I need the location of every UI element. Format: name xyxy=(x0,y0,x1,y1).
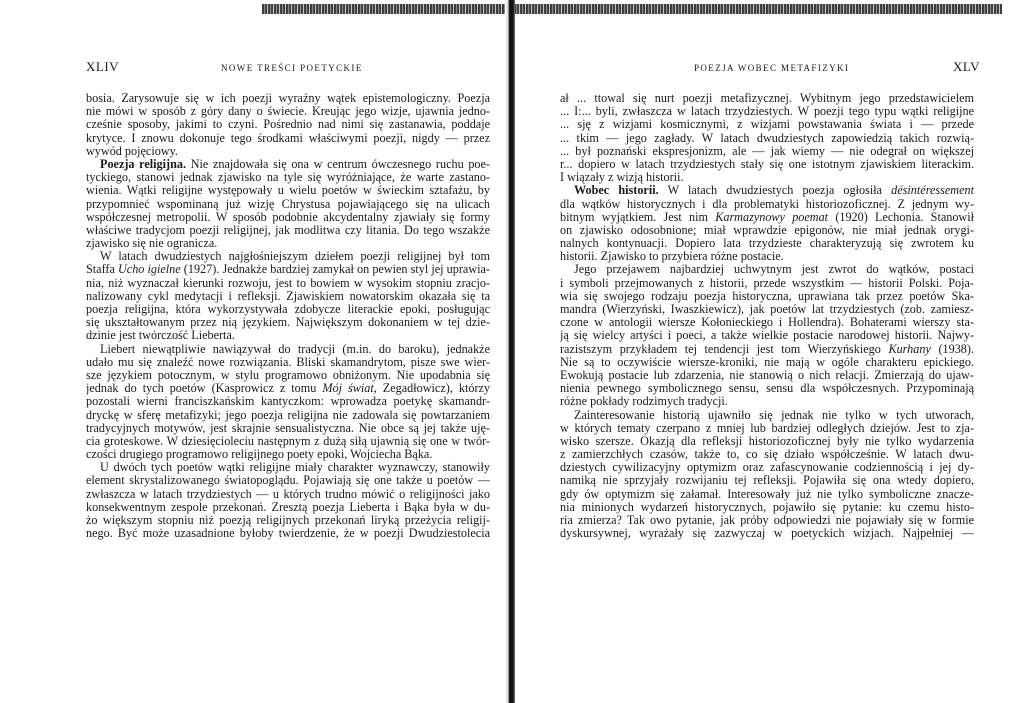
text-line xyxy=(560,501,974,514)
text-line xyxy=(560,171,974,184)
text-run: krytyce. I znowu dokonuje tego środkami właściwymi poezji, nigdy — przez xyxy=(86,131,490,145)
text-line xyxy=(86,316,490,329)
text-run: dyskursywnej, wyrażały się zazwyczaj w poetyckich wizjach. Najpełniej — xyxy=(560,527,974,541)
text-line xyxy=(86,224,490,237)
text-run: zjawisko się nie ogranicza. xyxy=(86,237,218,251)
text-run: dla wątków historycznych i dla problematyki historiozoficznej. Z jednym wy- xyxy=(560,197,974,211)
text-line xyxy=(560,92,974,105)
text-run: ria zmierza? Tak owo pytanie, jak próby odpowiedzi nie pojawiały się w formie xyxy=(560,514,974,527)
text-run: Staffa xyxy=(86,263,118,277)
text-line xyxy=(560,514,974,527)
page-number: XLV xyxy=(952,59,980,74)
text-line xyxy=(560,474,974,487)
text-run: Liebert niewątpliwie nawiązywał do tradycji (m.in. do baroku), jednakże xyxy=(100,342,490,356)
text-line xyxy=(560,290,974,303)
text-run: U dwóch tych poetów wątki religijne miały charakter wyznawczy, stanowiły xyxy=(100,461,490,475)
text-line xyxy=(560,105,974,118)
text-line xyxy=(560,145,974,158)
text-run: cia groteskowe. W dziesięcioleciu następnym z dużą siłą ujawnią się one w twór- xyxy=(86,434,490,448)
text-run: bosia. Zarysowuje się w ich poezji wyraźny wątek epistemologiczny. Poezja xyxy=(86,92,490,105)
text-line xyxy=(86,132,490,145)
text-line xyxy=(86,501,490,514)
text-run: bitnym wyjątkiem. Jest nim xyxy=(560,210,716,224)
text-line xyxy=(86,514,490,527)
text-line xyxy=(560,448,974,461)
text-line xyxy=(86,395,490,408)
text-line xyxy=(86,448,490,461)
text-line xyxy=(560,224,974,237)
text-run: żo większym stopniu niż poezją religijnych przekonań liryką przeżycia religij- xyxy=(86,514,490,527)
text-run: czości drugiego programowo religijnego poety epoki, Wojciecha Bąka. xyxy=(86,448,433,462)
text-run: właściwe tradycjom poezji religijnej, jak modlitwa czy litania. Do tego wszakże xyxy=(86,223,490,237)
right-page-header xyxy=(566,59,980,79)
text-run: poezja religijna, która wykorzystywała zdobycze literackie epoki, posługując xyxy=(86,303,490,316)
text-run: ją się wielcy artyści i poeci, a także wielkie postacie narodowej historii. Najwy- xyxy=(560,329,974,343)
text-line xyxy=(86,263,490,276)
text-line xyxy=(86,356,490,369)
text-line xyxy=(560,277,974,290)
text-run: ... tkim — jego zagłady. W latach dwudziestych zapowiedzią takich rozwią- xyxy=(560,131,974,145)
text-line xyxy=(86,184,490,197)
text-line xyxy=(86,277,490,290)
text-run: I wiązały z wizją historii. xyxy=(560,171,684,185)
text-line xyxy=(86,105,490,118)
italic-title: Ucho igielne xyxy=(118,263,181,277)
text-run: sze językiem potocznym, w stylu programowo obniżonym. Nie upodabnia się xyxy=(86,368,490,382)
text-run: czone w antologii wiersze Kołonieckiego i Hollendra). Bohaterami wierszy sta- xyxy=(560,316,974,330)
text-line xyxy=(86,343,490,356)
text-line xyxy=(86,158,490,171)
text-run: (1938). xyxy=(930,342,974,356)
text-line xyxy=(86,409,490,422)
text-run: (1920) Lechonia. Stanowił xyxy=(828,210,974,224)
text-run: ał ... ttowal się nurt poezji metafizycznej. Wybitnym jego przedstawicielem xyxy=(560,92,974,105)
text-line xyxy=(86,290,490,303)
text-line xyxy=(560,118,974,131)
text-run: (1927). Jednakże bardziej zamykał on pewien styl jej uprawia- xyxy=(180,263,490,277)
text-line xyxy=(560,198,974,211)
text-run: nia minionych wydarzeń historycznych, pojawiło się pytanie: ku czemu histo- xyxy=(560,500,974,514)
text-line xyxy=(560,435,974,448)
text-line xyxy=(86,527,490,540)
page-number: XLIV xyxy=(86,59,120,74)
text-run: namiką nie sprzyjały rozwijaniu tej refleksji. Pojawiła się ona wtedy dopiero, xyxy=(560,474,974,488)
text-run: jednak do tych poetów (Kasprowicz z tomu xyxy=(86,382,323,396)
text-run: W latach dwudziestych najgłośniejszym dziełem poezji religijnej był tom xyxy=(100,250,490,264)
text-run: Jego przejawem najbardziej uchwytnym jest zwrot do wątków, postaci xyxy=(574,263,974,277)
text-line xyxy=(560,488,974,501)
text-run: on zjawisko odosobnione; miał wprawdzie epigonów, nie miał jednak orygi- xyxy=(560,223,974,237)
text-line xyxy=(86,435,490,448)
text-run: r... dopiero w latach trzydziestych stały się one istotnym zjawiskiem literackim. xyxy=(560,157,974,171)
text-run: dzinie jest twórczość Lieberta. xyxy=(86,329,235,343)
text-line xyxy=(560,343,974,356)
text-run: Nie znajdowała się ona w centrum ówczesnego ruchu poe- xyxy=(186,157,490,171)
text-line xyxy=(86,474,490,487)
text-run: Nie są to oczywiście wiersze-kroniki, nie mają w ogóle charakteru epickiego. xyxy=(560,355,974,369)
text-run: ... był poznański ekspresjonizm, ale — jak wiemy — nie odegrał on większej xyxy=(560,144,974,158)
text-line xyxy=(560,211,974,224)
text-run: historii. Zjawisko to przybiera różne postacie. xyxy=(560,250,784,264)
text-line xyxy=(86,171,490,184)
italic-title: Karmazynowy poemat xyxy=(715,210,829,224)
running-head: NOWE TREŚCI POETYCKIE xyxy=(221,63,363,73)
right-body-text xyxy=(560,92,974,540)
text-run: współczesnej metropolii. W sposób podobnie akcydentalny zjawiały się formy xyxy=(86,210,490,224)
italic-title: Mój świat xyxy=(322,382,374,396)
text-line xyxy=(560,369,974,382)
text-line xyxy=(560,237,974,250)
text-line xyxy=(560,461,974,474)
text-run: Zainteresowanie historią ujawniło się jednak nie tylko w tych utworach, xyxy=(574,408,974,422)
text-line xyxy=(86,250,490,263)
text-line xyxy=(560,329,974,342)
text-run: ... I:... byli, zwłaszcza w latach trzydziestych. W poezji tego typu wątki religijne xyxy=(560,105,974,119)
text-line xyxy=(560,409,974,422)
text-line xyxy=(560,395,974,408)
text-line xyxy=(560,382,974,395)
text-line xyxy=(560,316,974,329)
text-run: dziestych cywilizacyjny optymizm oraz zafascynowanie codziennością i jej dy- xyxy=(560,461,974,475)
italic-title: désintéressement xyxy=(891,184,974,198)
book-spine xyxy=(505,0,515,703)
text-run: ... sję z wizjami kosmicznymi, z wizjami powstawania świata i — przede xyxy=(560,118,974,132)
text-line xyxy=(86,369,490,382)
text-run: dryckę w sferę metafizyki; jego poezja religijna nie zadowala się powtarzaniem xyxy=(86,408,490,422)
text-line xyxy=(86,461,490,474)
text-line xyxy=(560,158,974,171)
text-line xyxy=(86,329,490,342)
text-run: nego. Być może uzasadnione byłoby twierdzenie, że w poezji Dwudziestolecia xyxy=(86,527,490,541)
text-line xyxy=(86,211,490,224)
text-run: się ukształtowanym przez nią językiem. Największym dokonaniem w tej dzie- xyxy=(86,316,490,330)
text-line xyxy=(86,92,490,105)
text-line xyxy=(560,263,974,276)
text-run: z zamierzchłych czasów, także to, co się działo współcześnie. W latach dwu- xyxy=(560,448,974,462)
text-run: gdy ów optymizm się załamał. Interesowały już nie tylko symboliczne znacze- xyxy=(560,487,974,501)
text-run: cześnie sposoby, jakimi to czyni. Pośrednio nad nimi się zastanawia, poddaje xyxy=(86,118,490,132)
text-run: nalnych kontynuacji. Dopiero lata trzydzieste charakteryzują się zwrotem ku xyxy=(560,237,974,251)
text-run: wia się swojego rodzaju poezja historyczna, uprawiana tak przez poetów Ska- xyxy=(560,289,974,303)
text-line xyxy=(560,527,974,540)
text-line xyxy=(560,356,974,369)
text-run: udało mu się znaleźć nowe rozwiązania. Bliski skamandrytom, pisze swe wier- xyxy=(86,355,490,369)
text-run: i symboli przejmowanych z historii, przede wszystkim — historii Polski. Poja- xyxy=(560,276,974,290)
text-line xyxy=(560,250,974,263)
text-run: przypomnieć wspominaną już wizję Chrystusa pojawiającego się na ulicach xyxy=(86,197,490,211)
bold-heading: Poezja religijna. xyxy=(100,157,187,171)
text-run: Ewokują postacie lub zdarzenia, nie stanowią o nich relacji. Zmierzają do ujaw- xyxy=(560,368,974,382)
right-page xyxy=(516,0,1016,703)
text-line xyxy=(86,303,490,316)
bold-heading: Wobec historii. xyxy=(574,184,659,198)
text-run: nienia pewnego symbolicznego sensu, sensu dla współczesnych. Przypominają xyxy=(560,382,974,396)
text-line xyxy=(560,303,974,316)
text-run: konsekwentnym zespole przekonań. Zresztą poezja Lieberta i Bąka była w du- xyxy=(86,500,490,514)
text-run: pozostali wierni franciszkańskim kantyczkom: wprowadza poetykę skamandr- xyxy=(86,395,490,409)
running-head: POEZJA WOBEC METAFIZYKI xyxy=(694,63,850,73)
text-line xyxy=(560,184,974,197)
text-line xyxy=(560,422,974,435)
italic-title: Kurhany xyxy=(888,342,931,356)
left-page xyxy=(0,0,505,703)
left-page-header xyxy=(86,59,486,79)
text-run: mandra (Wierzyński, Iwaszkiewicz), jak poetów lat trzydziestych (zob. zamiesz- xyxy=(560,303,974,316)
text-line xyxy=(86,422,490,435)
text-run: , Zegadłowicz), którzy xyxy=(373,382,490,396)
text-run: wienia. Wątki religijne występowały u wielu poetów w świeckim sztafażu, by xyxy=(86,184,490,198)
text-line xyxy=(86,237,490,250)
text-run: tyckiego, stanowi jednak zjawisko na tyle się wyróżniające, że warte zastano- xyxy=(86,171,490,185)
text-run: nie mówi w sposób z góry dany o świecie. Kreując jego wizje, ujawnia jedno- xyxy=(86,105,490,119)
left-body-text xyxy=(86,92,490,540)
text-run: W latach dwudziestych poezja ogłosiła xyxy=(658,184,892,198)
text-run: różne pokłady rodzimych tradycji. xyxy=(560,395,728,409)
text-run: zwłaszcza w latach trzydziestych — u których trudno mówić o religijności jako xyxy=(86,487,490,501)
text-line xyxy=(86,488,490,501)
text-run: wywód pojęciowy. xyxy=(86,144,178,158)
text-run: nia, niż wyznaczał kierunki rozwoju, jest to bowiem w wysokim stopniu zracjo- xyxy=(86,276,490,290)
text-line xyxy=(560,132,974,145)
text-run: wisko szersze. Okazją dla refleksji historiozoficznej były nie tylko wydarzenia xyxy=(560,434,974,448)
text-run: razistszym przykładem tej tendencji jest tom Wierzyńskiego xyxy=(560,342,889,356)
text-line xyxy=(86,118,490,131)
text-run: w których tematy czerpano z mniej lub bardziej odległych dziejów. Jest to zja- xyxy=(560,421,974,435)
text-run: nalizowany cykl medytacji i refleksji. Zjawiskiem nowatorskim okazała się ta xyxy=(86,289,490,303)
text-run: element skrystalizowanego światopoglądu. Pojawiają się one także u poetów — xyxy=(86,474,490,488)
text-run: tradycyjnych motywów, jest skrajnie sensualistyczna. Nie obce są jej także uję- xyxy=(86,421,490,435)
text-line xyxy=(86,382,490,395)
text-line xyxy=(86,198,490,211)
text-line xyxy=(86,145,490,158)
